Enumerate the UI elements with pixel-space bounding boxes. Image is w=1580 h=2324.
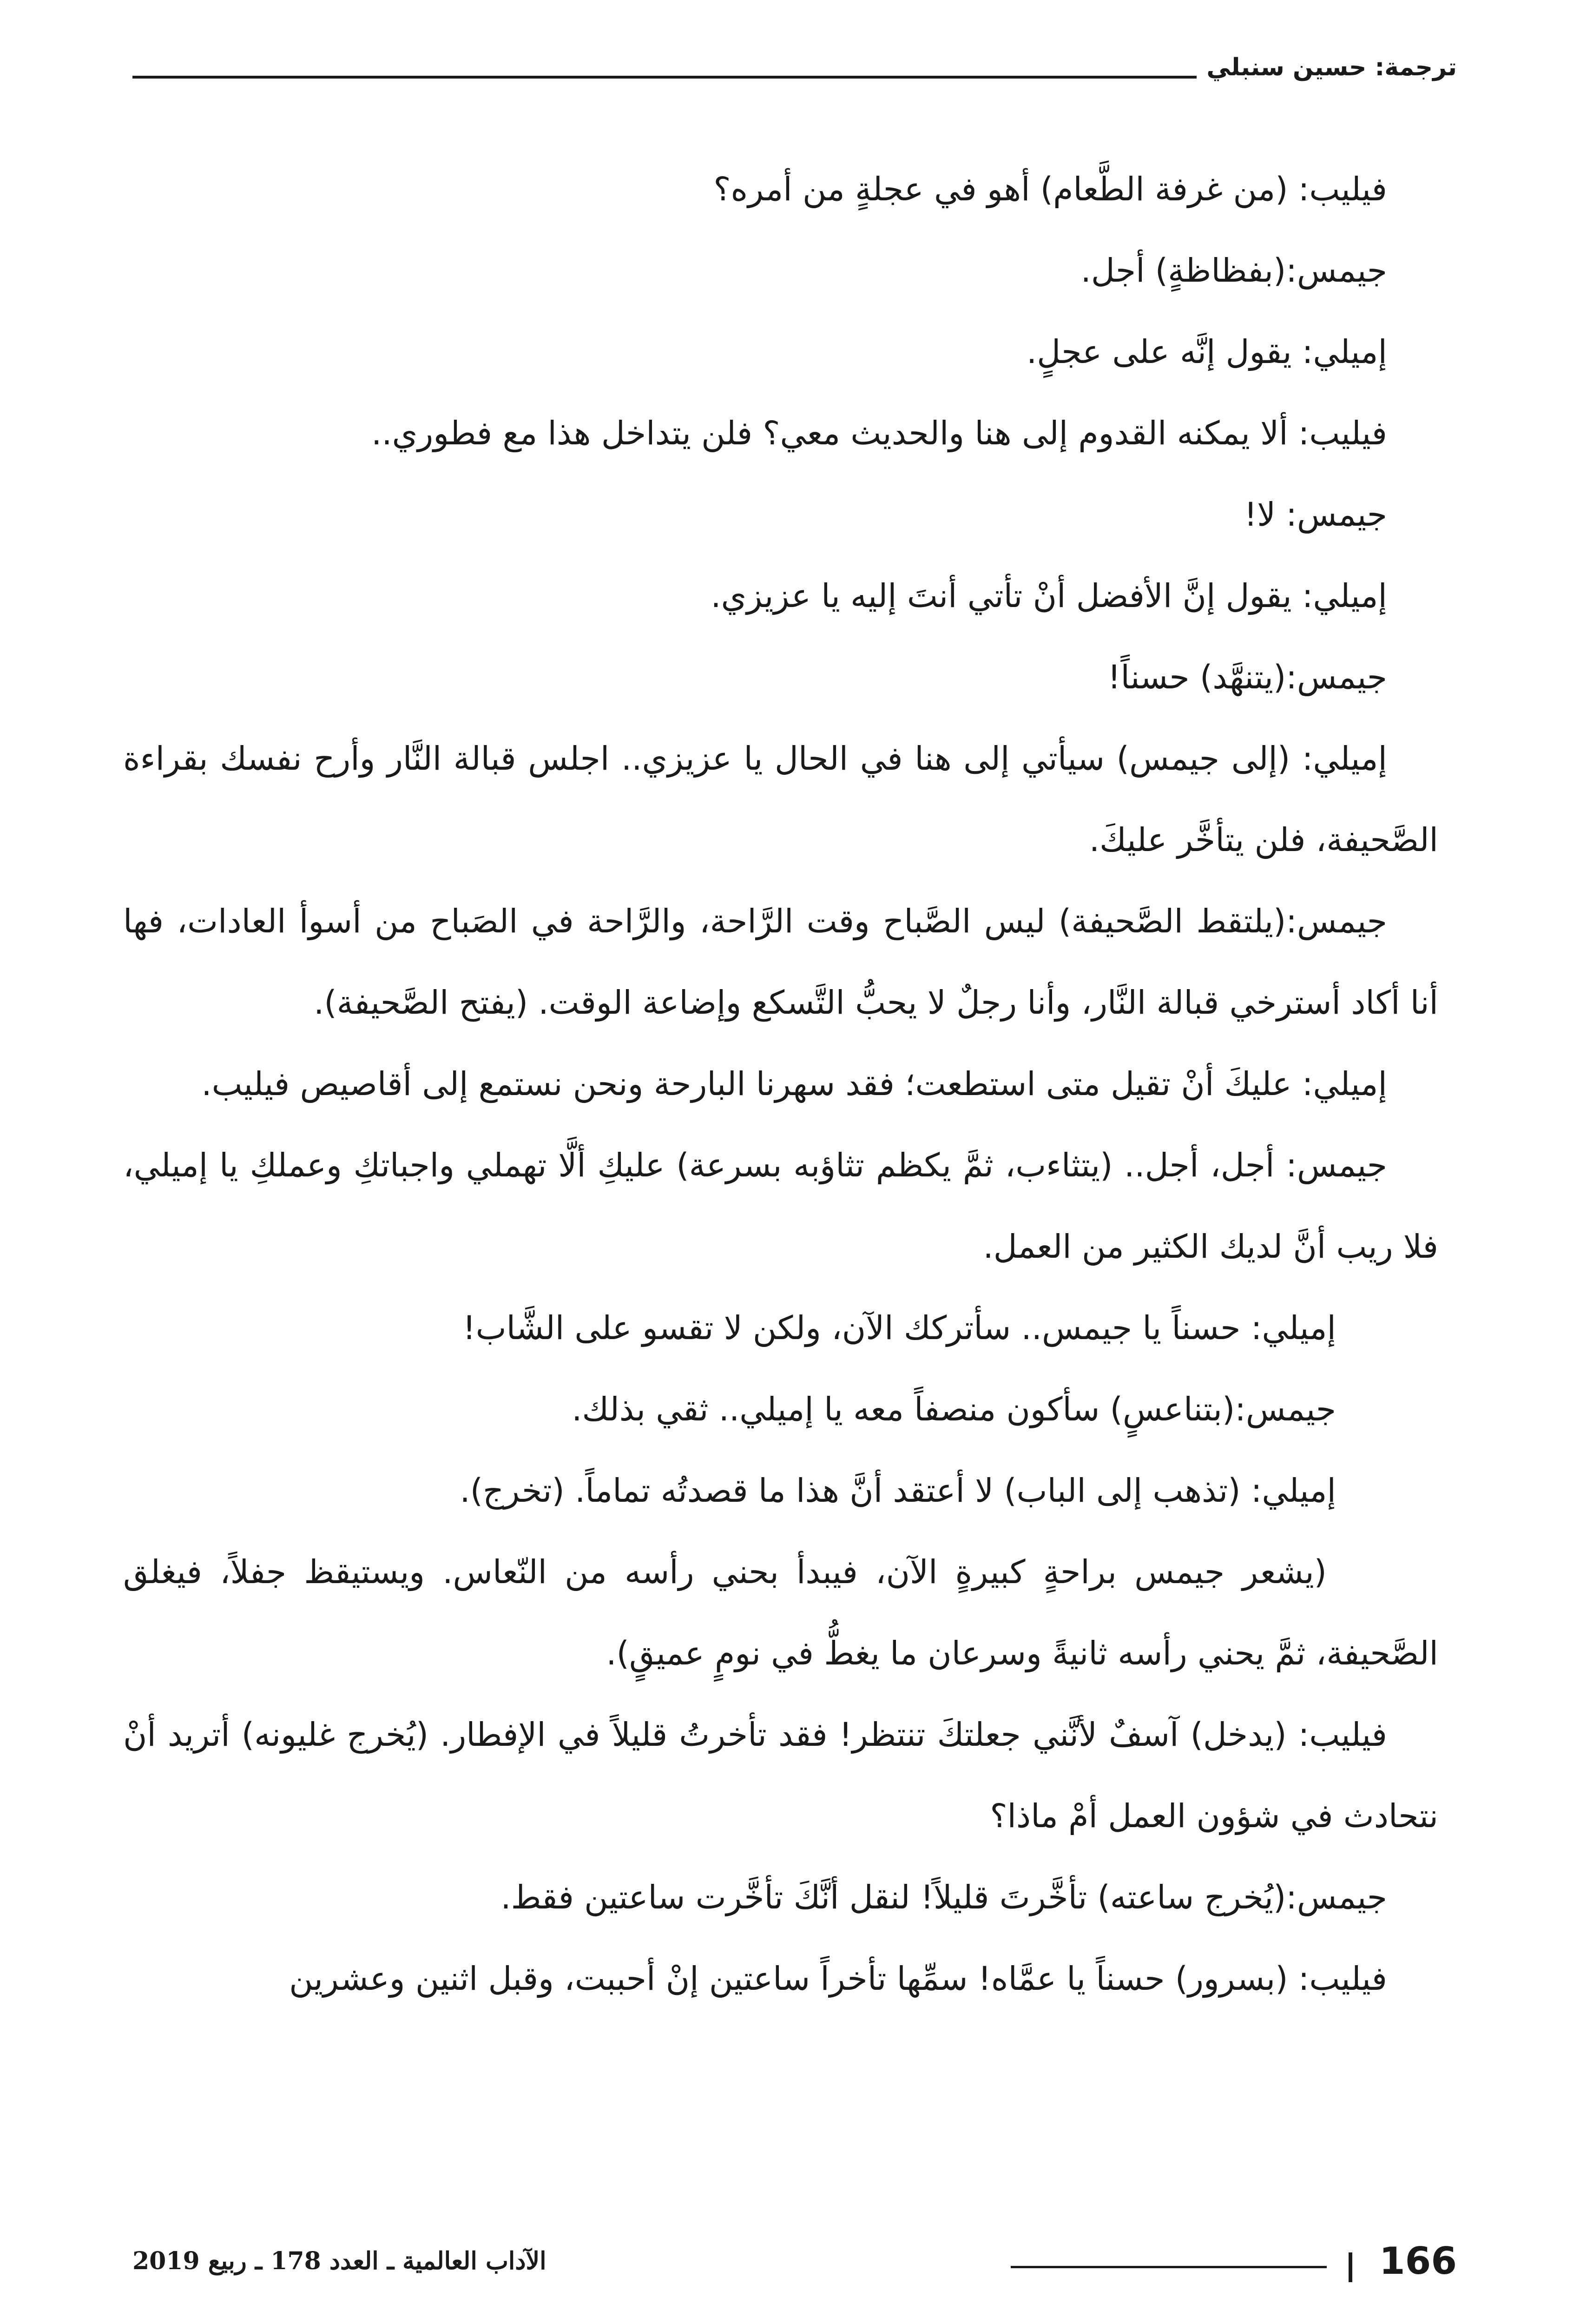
page-number: 166 xyxy=(1379,2239,1457,2283)
dialogue-line: جيمس:(يلتقط الصَّحيفة) ليس الصَّباح وقت الرَّاحة، والرَّاحة في الصَباح من أسوأ العادات، فها أنا أكاد أسترخي قبالة النَّار، وأنا رجلٌ لا يحبُّ التَّسكع وإضاعة الوقت. (يفتح الصَّحيفة). xyxy=(123,902,1438,1022)
dialogue-line: فيليب: ألا يمكنه القدوم إلى هنا والحديث معي؟ فلن يتداخل هذا مع فطوري.. xyxy=(371,414,1387,452)
dialogue-line: إميلي: يقول إنَّ الأفضل أنْ تأتي أنتَ إليه يا عزيزي. xyxy=(711,577,1387,615)
dialogue-line: جيمس:(بفظاظةٍ) أجل. xyxy=(1080,251,1387,290)
dialogue-line: فيليب: (يدخل) آسفٌ لأنَّني جعلتكَ تنتظر! فقد تأخرتُ قليلاً في الإفطار. (يُخرج غليونه) أتريد أنْ نتحادث في شؤون العمل أمْ ماذا؟ xyxy=(123,1716,1438,1835)
footer-rule xyxy=(1011,2266,1327,2268)
dialogue-line: إميلي: (تذهب إلى الباب) لا أعتقد أنَّ هذا ما قصدتُه تماماً. (تخرج). xyxy=(460,1472,1336,1510)
dialogue-line: جيمس:(يُخرج ساعته) تأخَّرتَ قليلاً! لنقل أنَّكَ تأخَّرت ساعتين فقط. xyxy=(500,1878,1387,1916)
article-body xyxy=(123,149,1438,2020)
dialogue-line: جيمس:(يتنهَّد) حسناً! xyxy=(1107,658,1387,696)
dialogue-line: إميلي: (إلى جيمس) سيأتي إلى هنا في الحال يا عزيزي.. اجلس قبالة النَّار وأرح نفسك بقراءة الصَّحيفة، فلن يتأخَّر عليكَ. xyxy=(123,739,1438,859)
stage-direction: (يشعر جيمس براحةٍ كبيرةٍ الآن، فيبدأ بحني رأسه من النّعاس. ويستيقظ جفلاً، فيغلق الصَّحيفة، ثمَّ يحني رأسه ثانيةً وسرعان ما يغطُّ في نومٍ عميقٍ). xyxy=(123,1553,1438,1672)
dialogue-line: إميلي: عليكَ أنْ تقيل متى استطعت؛ فقد سهرنا البارحة ونحن نستمع إلى أقاصيص فيليب. xyxy=(201,1065,1387,1103)
dialogue-line: جيمس: أجل، أجل.. (يتثاءب، ثمَّ يكظم تثاؤبه بسرعة) عليكِ ألَّا تهملي واجباتكِ وعملكِ يا إميلي، فلا ريب أنَّ لديك الكثير من العمل. xyxy=(123,1146,1438,1266)
journal-issue-info: الآداب العالمية ـ العدد 178 ـ ربيع 2019 xyxy=(132,2247,546,2275)
running-footer xyxy=(132,2231,1457,2296)
dialogue-line: جيمس:(بتناعسٍ) سأكون منصفاً معه يا إميلي.. ثقي بذلك. xyxy=(572,1390,1336,1428)
dialogue-line: جيمس: لا! xyxy=(1244,495,1387,534)
dialogue-line: إميلي: يقول إنَّه على عجلٍ. xyxy=(1026,333,1387,371)
running-header xyxy=(132,44,1457,100)
dialogue-line: فيليب: (بسرور) حسناً يا عمَّاه! سمِّها تأخراً ساعتين إنْ أحببت، وقبل اثنين وعشرين xyxy=(289,1960,1387,1998)
translator-credit: ترجمة: حسين سنبلي xyxy=(1206,53,1457,81)
dialogue-line: إميلي: حسناً يا جيمس.. سأتركك الآن، ولكن لا تقسو على الشَّاب! xyxy=(462,1309,1336,1347)
dialogue-line: فيليب: (من غرفة الطَّعام) أهو في عجلةٍ من أمره؟ xyxy=(713,170,1387,208)
header-rule xyxy=(132,76,1197,79)
footer-separator-bar xyxy=(1349,2252,1352,2282)
